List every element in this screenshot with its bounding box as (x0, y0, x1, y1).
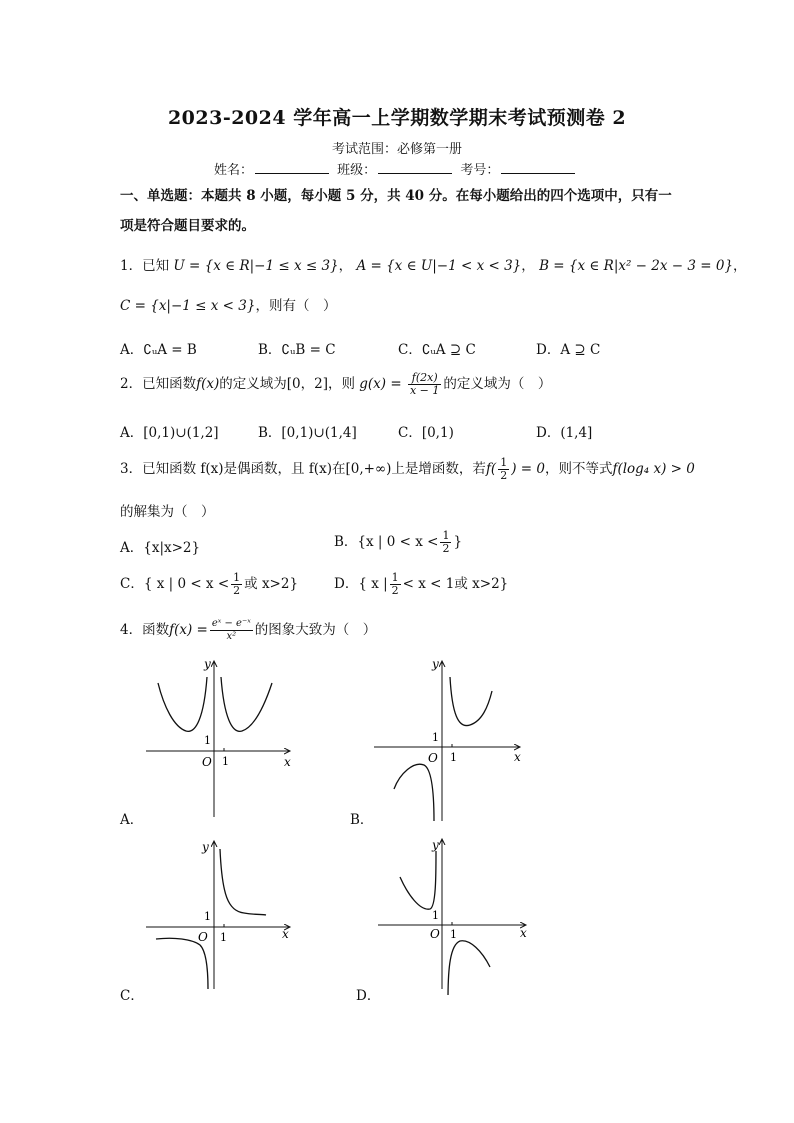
q4-option-c-label[interactable]: C． (120, 988, 144, 1004)
q4-option-d-label[interactable]: D． (356, 988, 381, 1004)
curve-right (448, 941, 490, 995)
svg-text:y: y (204, 657, 211, 671)
svg-text:O: O (430, 927, 440, 941)
graph-b[interactable] (370, 655, 530, 825)
q1-option-c[interactable]: C．∁ᵤA ⊇ C (398, 342, 476, 358)
graph-d[interactable] (370, 835, 530, 995)
svg-text:x: x (514, 750, 521, 764)
set-u: U = {x ∈ R|−1 ≤ x ≤ 3} (173, 258, 339, 274)
svg-text:O: O (428, 751, 438, 765)
svg-text:1: 1 (432, 909, 439, 922)
curve-left (158, 677, 207, 731)
q4-option-b-label[interactable]: B． (350, 812, 374, 828)
q2-option-c[interactable]: C．[0,1) (398, 425, 454, 441)
exam-scope: 考试范围：必修第一册 (331, 142, 462, 157)
graph-a[interactable] (140, 655, 300, 825)
svg-text:x: x (520, 926, 527, 940)
q4-option-a-label[interactable]: A． (120, 812, 144, 828)
q2-option-b[interactable]: B．[0,1)∪(1,4] (258, 425, 357, 441)
name-blank[interactable] (255, 161, 329, 174)
svg-text:y: y (432, 838, 439, 852)
question-4-line: 4．函数f(x) = $\frac{\text{eˣ − e⁻ˣ}}{\text{x²}}$ 的图象大致为（ ） (120, 618, 377, 642)
id-label: 考号： (460, 163, 500, 178)
q3-option-b[interactable]: B．{x | 0 < x < $\frac{1}{2}$ } (334, 529, 463, 555)
question-2-line: 2．已知函数f(x)的定义域为[0，2]，则 g(x) = $\frac{f(2x)}{x - 1}$ 的定义域为（ ） (120, 371, 552, 397)
class-blank[interactable] (378, 161, 452, 174)
svg-text:1: 1 (204, 910, 211, 923)
set-a: A = {x ∈ U|−1 < x < 3} (356, 258, 522, 274)
svg-text:O: O (198, 930, 208, 944)
question-3-line-1: 3．已知函数 f(x)是偶函数，且 f(x)在[0,+∞)上是增函数，若f( $\frac{1}{2}$ ) = 0，则不等式f(log₄ x) > 0 (120, 456, 695, 482)
question-1-line-1: 1．已知 U = {x ∈ R|−1 ≤ x ≤ 3}， A = {x ∈ U|−1 < x < 3}， B = {x ∈ R|x² − 2x − 3 = 0}， (120, 258, 747, 274)
svg-text:y: y (432, 657, 439, 671)
q1-option-d[interactable]: D．A ⊇ C (536, 342, 601, 358)
q2-option-a[interactable]: A．[0,1)∪(1,2] (120, 425, 219, 441)
svg-text:1: 1 (450, 928, 457, 941)
q1-option-a[interactable]: A．∁ᵤA = B (120, 342, 197, 358)
curve-right (221, 677, 272, 731)
q3-option-c[interactable]: C．{ x | 0 < x < $\frac{1}{2}$ 或 x>2} (120, 571, 299, 597)
svg-text:y: y (202, 840, 209, 854)
half-fraction: $\frac{1}{2}$ (500, 456, 508, 482)
q1-option-b[interactable]: B．∁ᵤB = C (258, 342, 336, 358)
question-3-line-2: 的解集为（ ） (120, 504, 215, 520)
svg-text:O: O (202, 755, 212, 769)
q3-option-a[interactable]: A．{x|x>2} (120, 540, 201, 556)
name-label: 姓名： (214, 163, 254, 178)
set-b: B = {x ∈ R|x² − 2x − 3 = 0} (539, 258, 734, 274)
section-heading: 一、单选题：本题共 8 小题，每小题 5 分，共 40 分。在每小题给出的四个选项中，只有一项是符合题目要求的。 (120, 188, 672, 234)
curve-left (156, 938, 208, 989)
svg-text:1: 1 (222, 755, 229, 768)
page-title: 2023-2024 学年高一上学期数学期末考试预测卷 2 (167, 107, 627, 129)
student-info-line (214, 159, 579, 178)
curve-right (220, 849, 266, 915)
q3-option-d[interactable]: D．{ x | $\frac{1}{2}$ < x < 1或 x>2} (334, 571, 509, 597)
question-1-line-2: C = {x|−1 ≤ x < 3}，则有（ ） (120, 298, 337, 314)
q2-option-d[interactable]: D．(1,4] (536, 425, 593, 441)
curve-left (400, 851, 436, 909)
svg-text:x: x (282, 927, 289, 941)
id-blank[interactable] (501, 161, 575, 174)
graph-c[interactable] (140, 835, 300, 995)
svg-text:1: 1 (204, 734, 211, 747)
q4-fraction: $\frac{\text{eˣ − e⁻ˣ}}{\text{x²}}$ (211, 618, 251, 642)
g-fraction: $\frac{f(2x)}{x - 1}$ (409, 371, 440, 397)
class-label: 班级： (337, 163, 377, 178)
curve-left (394, 764, 434, 821)
svg-text:1: 1 (450, 751, 457, 764)
set-c: C = {x|−1 ≤ x < 3} (120, 298, 256, 314)
curve-right (450, 677, 492, 726)
svg-text:1: 1 (432, 731, 439, 744)
svg-text:1: 1 (220, 931, 227, 944)
svg-text:x: x (284, 755, 291, 769)
